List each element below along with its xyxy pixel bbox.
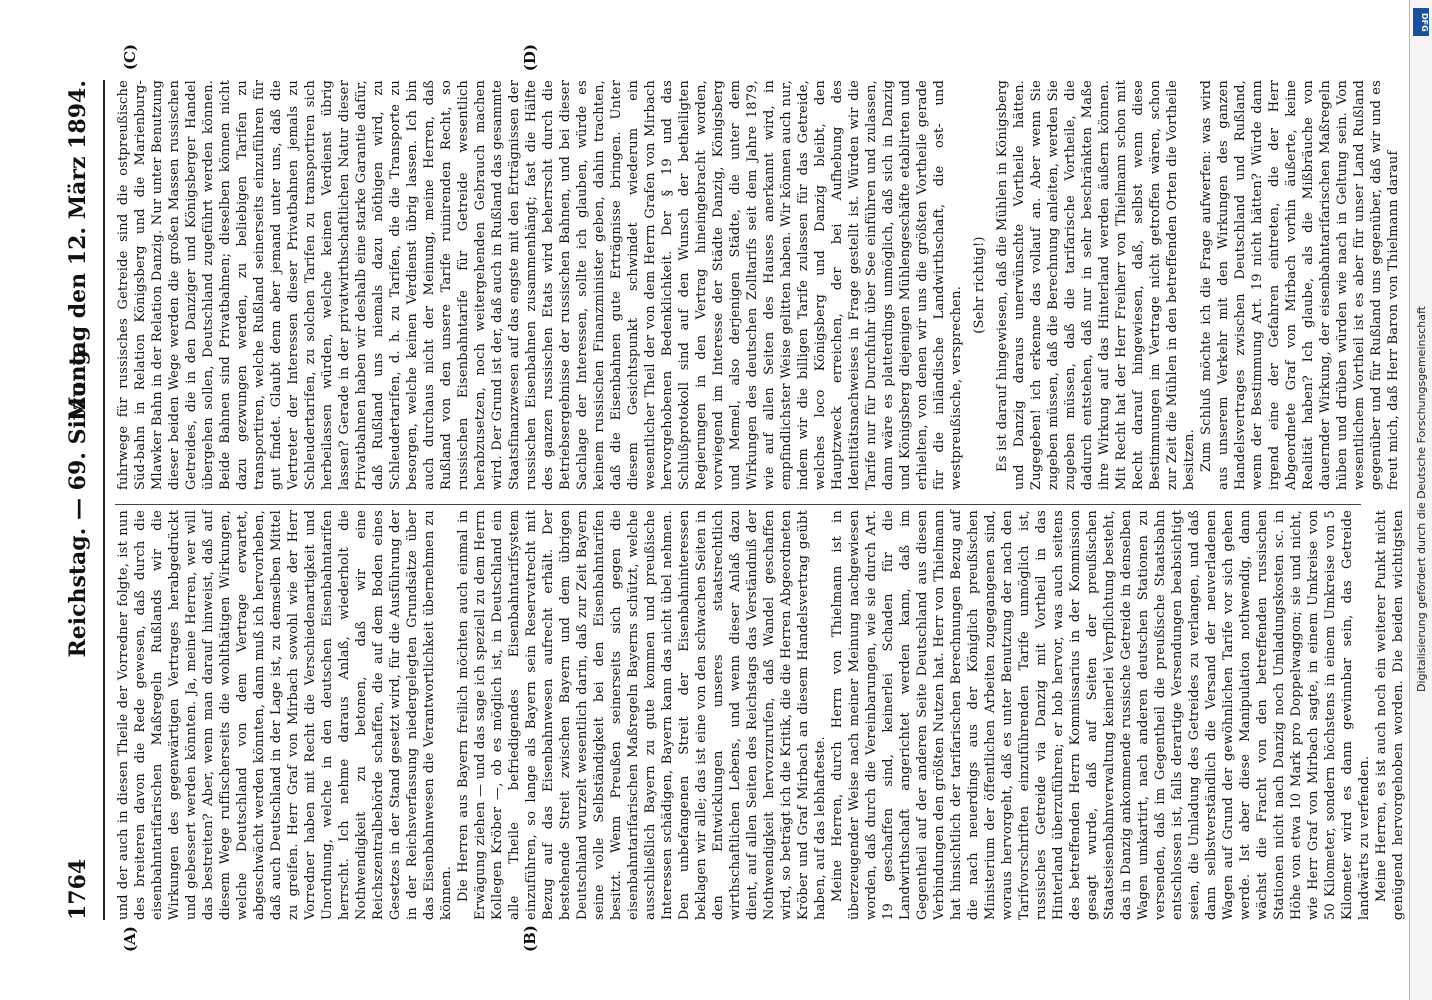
column-divider — [115, 504, 1361, 505]
margin-marker-d: (D) — [521, 44, 539, 72]
paragraph: und der auch in diesen Theile der Vorredner folgte, ist nun des breiteren davon die Rede gewesen, daß durch die eisenbahntarifarischen Maßregeln Rußlands wir die Wirkungen des gegenwärtigen Vertrages herabgedrückt und gebessert werden könnten. Ja, meine Herren, wer will das bestreiten? Aber, wenn man darauf hinweist, daß auf diesem Wege ruffischerseits die wohlthätigen Wirkungen, welche Deutschland von dem Vertrage erwartet, abgeschwächt werden könnten, dann muß ich hervorheben, daß auch Deutschland in der Lage ist, zu demselben Mittel zu greifen. Herr Graf von Mirbach sowohl wie der Herr Vorredner haben mit Recht die Verschiedenartigkeit und Unordnung, welche in den deutschen Eisenbahntarifen herrscht. Ich nehme daraus Anlaß, wiederholt die Nothwendigkeit zu betonen, daß wir eine Reichszentralbehörde schaffen, die auf dem Boden eines Gesetzes in der Stand gesetzt wird, für die Ausführung der in der Reichsverfassung niedergelegten Grundsätze über das Eisenbahnwesen die Verantwortlichkeit übernehmen zu können. — [116, 510, 454, 920]
session-date: Montag den 12. März 1894. — [65, 80, 91, 421]
paragraph: Meine Herren, es ist auch noch ein weiterer Punkt nicht genügend hervorgehoben worden. Die beiden wichtigsten — [1374, 510, 1406, 920]
paragraph: Es ist darauf hingewiesen, daß die Mühlen in Königsberg und Danzig daraus unerwünschte Vortheile hätten. Zugegeben! ich erkenne das vollauf an. Aber wenn Sie zugeben müssen, daß die Berechnung anleiten, werden Sie zugeben müssen, daß die tarifarische Vortheile, die dadurch entstehen, daß nur in sehr beschränkten Maße ihre Wirkung auf das Hinterland werden äußern können. Mit Recht hat der Herr Freiherr von Thielmann schon mit Recht darauf hingewiesen, daß, selbst wenn diese Bestimmungen im Vertrage nicht getroffen wären, schon zur Zeit die Mühlen in den betreffenden Orten die Vortheile besitzen. — [995, 80, 1197, 490]
interjection: (Sehr richtig!) — [972, 236, 987, 334]
page-header — [65, 80, 105, 920]
paragraph: Zum Schluß möchte ich die Frage aufwerfen: was wird aus unserem Verkehr mit den Wirkungen des ganzen Handelsvertrages zwischen Deutschland und Rußland, wenn der Bestimmung Art. 19 nicht hätten? Würde dann irgend eine der Gefahren eintreten, die der Herr Abgeordnete Graf von Mirbach vorhin äußerte, keine Realität haben? Ich glaube, als die Mißbräuche von dauernder Wirkung, der eisenbahntarifarischen Maßregeln hüben und drüben würden wie nach in Geltung sein. Von wesentlichem Vortheil ist es aber für unser Land Rußland gegenüber und für Rußland uns gegenüber, daß wir und es freut mich, daß Herr Baron von Thielmann darauf — [1199, 80, 1401, 490]
page-number: 1764 — [65, 858, 91, 920]
document-page — [51, 40, 1406, 960]
dfg-logo: DFG — [1413, 8, 1429, 36]
right-column — [115, 80, 1402, 490]
paragraph: fuhrwege für russisches Getreide sind die ostpreußische Süd-bahn in Relation Königsberg und die Marienburg-Mlawker Bahn in der Relation Danzig. Nur unter Benutzung dieser beiden Wege werden die großen Massen russischen Getreides, die in den Danziger und Königsberger Handel übergehen sollen, Deutschland zugeführt werden können. Beide Bahnen sind Privatbahnen; dieselben können nicht dazu gezwungen werden, zu beliebigen Tarifen zu transportiren, welche Rußland seinerseits einzuführen für gut findet. Glaubt denn aber jemand unter uns, daß die Vertreter der Interessen dieser Privatbahnen jemals zu Schleudertarifen, zu solchen Tarifen zu transportiren sich herbeilassen würden, welche keinen Verdienst übrig lassen? Gerade in der privatwirthschaftlichen Natur dieser Privatbahnen haben wir deshalb eine starke Garantie dafür, daß Rußland uns niemals dazu nöthigen wird, zu Schleudertarifen, d. h. zu Tarifen, die die Transporte zu besorgen, welche keinen Verdienst übrig lassen. Ich bin auch durchaus nicht der Meinung, meine Herren, daß Rußland von den unsere Tarife ruinirenden Recht, so russischen Eisenbahntarife für Getreide wesentlich herabzusetzen, noch weitergehenden Gebrauch machen wird. Der Grund ist der, daß auch in Rußland das gesammte Staatsfinanzwesen auf das engste mit den Erträgnissen der russischen Eisenbahnen zusammenhängt; fast die Hälfte des ganzen russischen Etats wird beherrscht durch die Betriebsergebnisse der russischen Bahnen, und bei dieser Sachlage der Interessen, sollte ich glauben, würde es keinem russischen Finanzminister geben, dahin trachten, daß die Eisenbahnen gute Erträgnisse bringen. Unter diesem Gesichtspunkt schwindet wiederum ein wesentlicher Theil der von dem Herrn Grafen von Mirbach hervorgehobenen Bedenklichkeit. Der § 19 und das Schlußprotokoll sind auf den Wunsch der betheiligten Regierungen in den Vertrag hineingebracht worden, vorwiegend im Interesse der Städte Danzig, Königsberg und Memel, also derjenigen Städte, die unter dem Wirkungen des deutschen Zolltarifs seit dem Jahre 1879, wie auf allen Seiten des Hauses anerkannt wird, in empfindlichster Weise gelitten haben. Wir können auch nur, indem wir die billigen Tarife zulassen für das Getreide, welches loco Königsberg und Danzig bleibt, den Hauptzweck erreichen, der bei Aufhebung des Identitätsnachweises in Frage gestellt ist. Würden wir die Tarife nur für Durchfuhr über See einführen und zulassen, dann wäre es platterdings unmöglich, daß sich in Danzig und Königsberg diejenigen Mühlengeschäfte etablirten und erhielten, von denen wir uns die größten Vortheile gerade für die inländische Landwirthschaft, die ost- und westpreußische, versprechen. — [116, 80, 964, 490]
session-title: Reichstag. — 69. Sitzung. — [65, 342, 91, 658]
dfg-sidebar — [1409, 0, 1432, 1000]
left-column — [115, 510, 1424, 920]
header-rule — [103, 80, 105, 920]
margin-marker-a: (A) — [121, 926, 139, 952]
margin-marker-b: (B) — [521, 925, 539, 952]
margin-marker-c: (C) — [121, 44, 139, 71]
paragraph: Die Herren aus Bayern freilich möchten auch einmal in Erwägung ziehen — und das sage ich speziell zu dem Herrn Kollegen Kröber —, ob es möglich ist, in Deutschland ein alle Theile befriedigendes Eisenbahntarifsystem einzuführen, so lange als Bayern sein Reservatrecht mit Bezug auf das Eisenbahnwesen aufrecht erhält. Der bestehende Streit zwischen Bayern und dem übrigen Deutschland wurzelt wesentlich darin, daß zur Zeit Bayern seine volle Selbständigkeit bei den Eisenbahntarifen besitzt. Wenn Preußen seinerseits sich gegen die eisenbahntarifarischen Maßregeln Bayerns schützt, welche ausschließlich Bayern zu gute kommen und preußische Interessen schädigen, Bayern kann das nicht übel nehmen. Den unbefangenen Streit der Eisenbahninteressen beklagen wir alle; das ist eine von den schwachen Seiten in den Entwicklungen unseres staatsrechtlich wirthschaftlichen Lebens, und wenn dieser Anlaß dazu dient, auf allen Seiten des Reichstags das Verständniß der Nothwendigkeit hervorzurufen, daß Wandel geschaffen wird, so beträgt ich die Kritik, die die Herren Abgeordneten Kröber und Graf Mirbach an diesem Handelsvertrag geübt haben, auf das lebhafteste. — [456, 510, 828, 920]
digitization-credit: Digitalisierung gefördert durch die Deutsche Forschungsgemeinschaft — [1415, 306, 1428, 692]
paragraph: Meine Herren, durch Herrn von Thielmann ist in überzeugender Weise nach meiner Meinung nachgewiesen worden, daß durch die Vereinbarungen, wie sie durch Art. 19 geschaffen sind, keinerlei Schaden für die Landwirthschaft angerichtet werden kann, daß im Gegentheil auf der anderen Seite Deutschland aus diesen Verbindungen den größten Nutzen hat. Herr von Thielmann hat hinsichtlich der tarifarischen Berechnungen Bezug auf die nach neuerdings aus der Königlich preußischen Ministerium der öffentlichen Arbeiten zugegangenen sind, woraus hervorgeht, daß es unter Benutzung der nach den Tarifvorschriften einzuführenden Tarife unmöglich ist, russisches Getreide via Danzig mit Vortheil in das Hinterland überzuführen; er hob hervor, was auch seitens des betreffenden Herrn Kommissarius in der Kommission gesagt wurde, daß auf Seiten der preußischen Staatseisenbahnverwaltung keinerlei Verpflichtung besteht, das in Danzig ankommende russische Getreide in denselben Wagen umkartirt, nach anderen deutschen Stationen zu versenden, daß im Gegentheil die preußische Staatsbahn entschlossen ist, falls derartige Versendungen beabsichtigt seien, die Umladung des Getreides zu verlangen, und daß dann selbstverständlich die Versand der neuverladenen Wagen auf Grund der gewöhnlichen Tarife vor sich gehen werde. Ist aber diese Manipulation nothwendig, dann wächst die Fracht von den betreffenden russischen Stationen nicht nach Danzig noch Umladungskosten sc. in Höhe von etwa 10 Mark pro Doppelwaggon; sie und nicht, wie Herr Graf von Mirbach sagte, in einem Umkreise von 50 Kilometer, sondern höchstens in einem Umkreise von 5 Kilometer wird es dann gewinnbar sein, das Getreide landwärts zu verfenden. — [830, 510, 1372, 920]
